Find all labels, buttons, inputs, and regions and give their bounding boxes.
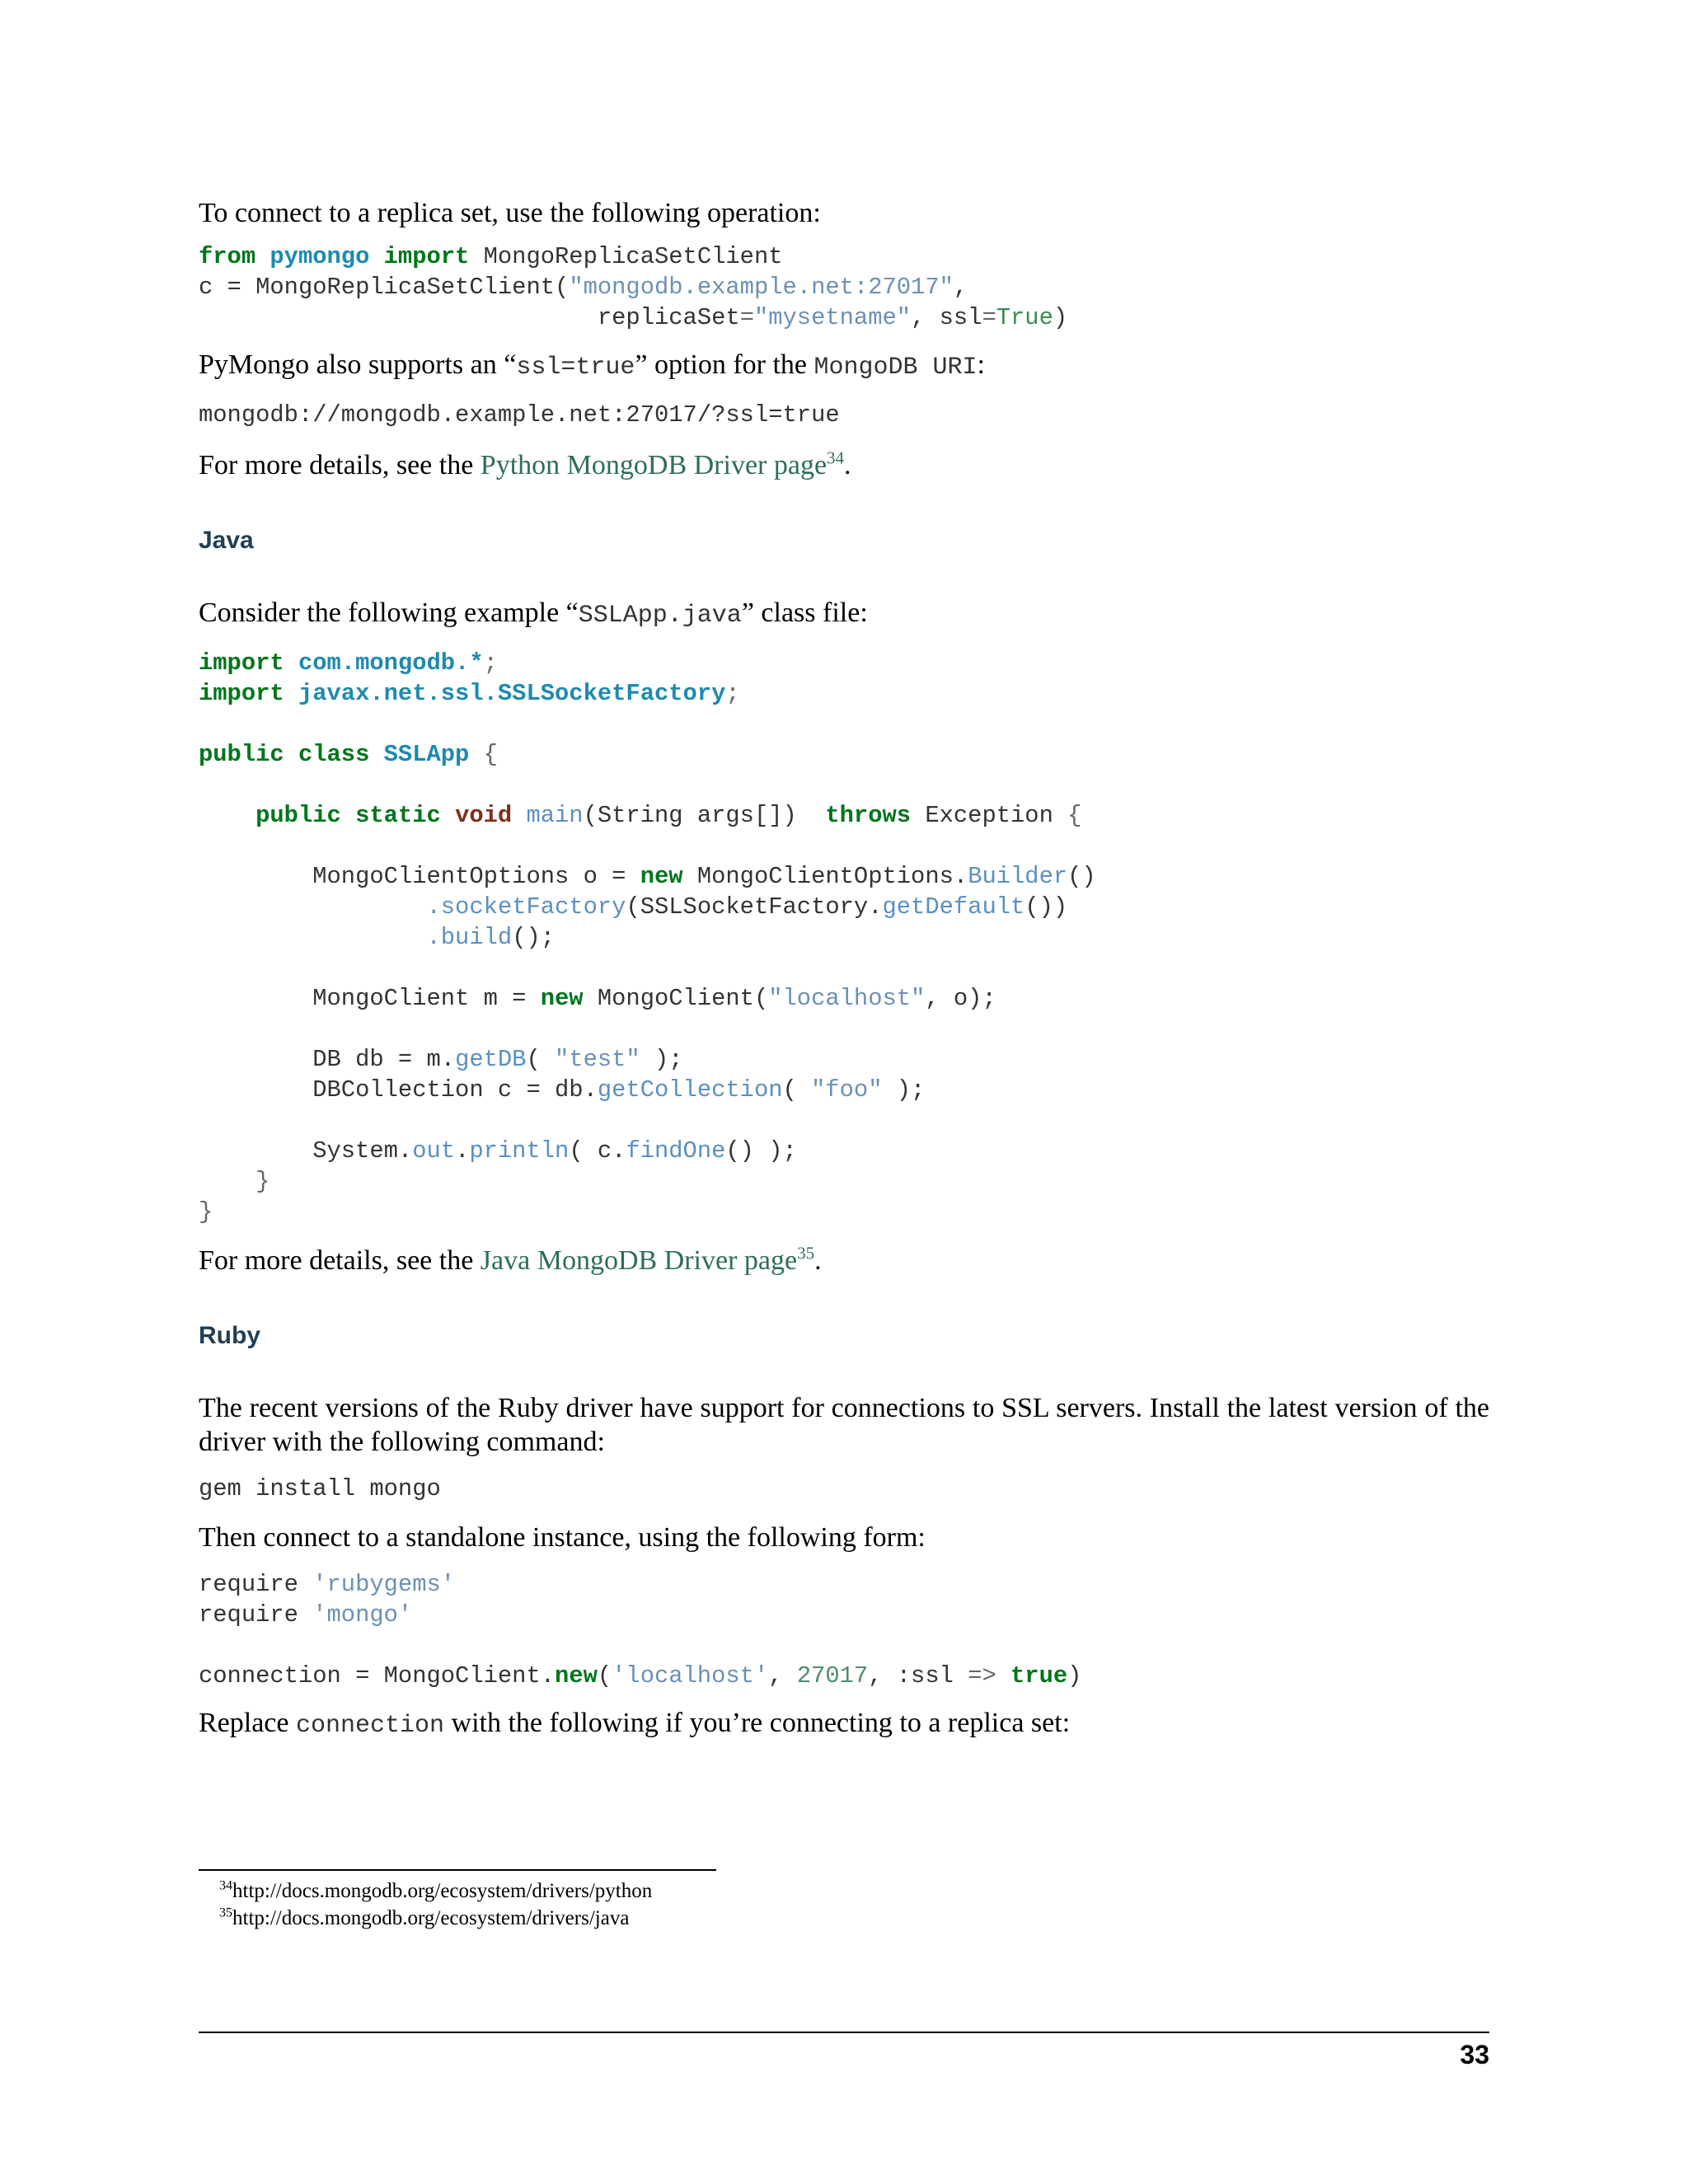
code-token: ,: [953, 274, 968, 301]
code-token: ): [1053, 304, 1068, 331]
paragraph-replica-set: To connect to a replica set, use the following operation:: [199, 198, 821, 228]
code-token: getDefault: [882, 893, 1025, 921]
code-token: void: [455, 802, 513, 829]
code-token: SSLApp: [383, 741, 470, 768]
code-token: mongodb://mongodb.example.net:27017/?ssl=true: [199, 401, 840, 429]
code-token: from: [199, 243, 256, 270]
code-token: () );: [725, 1137, 797, 1165]
section-heading-ruby: Ruby: [199, 1322, 260, 1349]
footnote-divider: [199, 1869, 716, 1871]
text-run: For more details, see the: [199, 450, 481, 480]
inline-code: ssl=true: [516, 354, 635, 382]
code-token: ;: [483, 649, 498, 677]
code-token: (): [1067, 863, 1096, 890]
code-token: c.: [597, 1137, 626, 1165]
code-token: out: [412, 1137, 456, 1165]
text-run: PyMongo also supports an “: [199, 349, 517, 380]
footnote-number: 35: [219, 1905, 232, 1920]
code-token: {: [1067, 802, 1082, 829]
paragraph-java-details: [199, 1244, 1489, 1277]
footnote-ref[interactable]: 34: [827, 448, 845, 468]
code-token: MongoClient(: [597, 985, 769, 1012]
code-token: require: [199, 1571, 313, 1598]
code-token: ;: [725, 680, 740, 707]
code-token: public: [256, 802, 341, 829]
code-token: javax.net.ssl.SSLSocketFactory: [298, 680, 726, 707]
code-token: , o);: [925, 985, 996, 1012]
code-token: Exception: [925, 802, 1053, 829]
code-token: {: [483, 741, 498, 768]
code-token: }: [256, 1168, 270, 1195]
paragraph-ssl-uri: [199, 348, 1489, 385]
inline-code: connection: [296, 1712, 445, 1740]
text-run: For more details, see the: [199, 1245, 481, 1276]
code-token: ,: [911, 304, 940, 331]
code-token: "mysetname": [753, 304, 912, 331]
code-token: Builder: [968, 863, 1068, 890]
code-token: new: [555, 1662, 598, 1690]
text-run: Consider the following example “: [199, 598, 579, 628]
code-token: "foo": [811, 1076, 883, 1104]
code-token: 'rubygems': [312, 1571, 456, 1598]
text-run: .: [844, 450, 851, 480]
paragraph-java-intro: [199, 596, 1489, 633]
code-token: import: [199, 649, 284, 677]
code-token: getCollection: [597, 1076, 783, 1104]
code-token: gem install mongo: [199, 1475, 441, 1502]
code-token: (: [569, 1137, 598, 1165]
page-number: 33: [1460, 2040, 1489, 2069]
section-heading-java: Java: [199, 527, 254, 554]
code-token: getDB: [455, 1046, 527, 1073]
code-token: c = MongoReplicaSetClient(: [199, 274, 570, 301]
code-token: .: [426, 893, 441, 921]
python-driver-link[interactable]: Python MongoDB Driver page: [480, 450, 828, 480]
footnote-item: [219, 1905, 652, 1932]
code-token: System.: [312, 1137, 413, 1165]
code-token: require: [199, 1601, 313, 1629]
text-run: .: [814, 1245, 822, 1276]
footnotes: [219, 1877, 652, 1932]
code-token: [996, 1662, 1010, 1690]
code-token: "mongodb.example.net:27017": [569, 274, 954, 301]
code-token: 'localhost': [612, 1662, 769, 1690]
code-token: DBCollection c = db.: [312, 1076, 598, 1104]
code-block-java: [199, 648, 1489, 1227]
code-token: new: [640, 863, 683, 890]
code-token: );: [640, 1046, 683, 1073]
code-token: DB db = m.: [312, 1046, 456, 1073]
footnote-ref[interactable]: 35: [797, 1243, 815, 1263]
footnote-item: [219, 1877, 652, 1905]
code-token: socketFactory: [440, 893, 626, 921]
code-token: }: [199, 1198, 213, 1226]
code-token: (SSLSocketFactory.: [626, 893, 883, 921]
code-token: println: [469, 1137, 570, 1165]
inline-code: MongoDB URI: [814, 354, 978, 382]
text-run: Replace: [199, 1708, 296, 1738]
code-token: replicaSet: [597, 304, 740, 331]
code-token: "test": [555, 1046, 640, 1073]
code-token: true: [1010, 1662, 1068, 1690]
code-token: MongoReplicaSetClient: [483, 243, 783, 270]
code-token: (: [526, 1046, 556, 1073]
code-token: MongoClientOptions: [696, 863, 954, 890]
code-token: com.mongodb.*: [298, 649, 484, 677]
code-token: 'mongo': [312, 1601, 413, 1629]
java-driver-link[interactable]: Java MongoDB Driver page: [480, 1245, 798, 1276]
paragraph-ruby-connect: Then connect to a standalone instance, using the following form:: [199, 1522, 926, 1553]
code-token: static: [355, 802, 441, 829]
code-token: .: [426, 924, 441, 951]
code-token: pymongo: [270, 243, 370, 270]
code-token: import: [199, 680, 284, 707]
text-run: ” option for the: [635, 349, 814, 380]
footnote-url[interactable]: http://docs.mongodb.org/ecosystem/drivers/python: [232, 1880, 653, 1902]
text-run: :: [977, 349, 986, 380]
code-token: "localhost": [768, 985, 926, 1012]
code-token: =: [982, 304, 996, 331]
text-run: ” class file:: [741, 598, 868, 628]
code-token: MongoClient m =: [312, 985, 541, 1012]
inline-code: SSLApp.java: [578, 602, 742, 630]
code-token: .: [953, 863, 968, 890]
code-token: findOne: [626, 1137, 726, 1165]
code-token: public: [199, 741, 284, 768]
code-token: True: [996, 304, 1053, 331]
code-block-ruby: [199, 1569, 1489, 1691]
code-block-gem: [199, 1474, 1489, 1504]
code-token: (: [597, 1662, 612, 1690]
code-token: import: [383, 243, 470, 270]
code-token: .: [455, 1137, 470, 1165]
paragraph-python-details: [199, 448, 1489, 482]
code-token: ): [1067, 1662, 1082, 1690]
code-block-uri: [199, 400, 1489, 430]
code-token: ()): [1025, 893, 1068, 921]
code-token: MongoClientOptions o =: [312, 863, 640, 890]
paragraph-ruby-intro: The recent versions of the Ruby driver have support for connections to SSL servers. Install the latest version of the driver with the following command:: [199, 1393, 1489, 1457]
code-token: build: [440, 924, 513, 951]
code-token: =: [739, 304, 754, 331]
code-token: :ssl: [896, 1662, 968, 1690]
page-footer-rule: [199, 2032, 1489, 2033]
page-content: [199, 196, 1489, 1743]
code-token: ,: [768, 1662, 797, 1690]
text-run: with the following if you’re connecting to a replica set:: [444, 1708, 1071, 1738]
code-token: new: [540, 985, 584, 1012]
code-token: 27017: [796, 1662, 869, 1690]
code-token: =>: [968, 1662, 996, 1690]
code-token: class: [298, 741, 370, 768]
code-block-python: [199, 241, 1489, 333]
code-token: throws: [825, 802, 912, 829]
footnote-number: 34: [219, 1878, 232, 1893]
code-token: (String args[]): [583, 802, 797, 829]
code-token: [199, 304, 598, 331]
paragraph-replace: [199, 1706, 1489, 1743]
code-token: ssl: [939, 304, 982, 331]
code-token: connection = MongoClient.: [199, 1662, 556, 1690]
code-token: ,: [868, 1662, 897, 1690]
code-token: ();: [512, 924, 556, 951]
code-token: (: [782, 1076, 812, 1104]
code-token: );: [882, 1076, 926, 1104]
code-token: main: [526, 802, 584, 829]
footnote-url[interactable]: http://docs.mongodb.org/ecosystem/drivers/java: [232, 1907, 630, 1929]
